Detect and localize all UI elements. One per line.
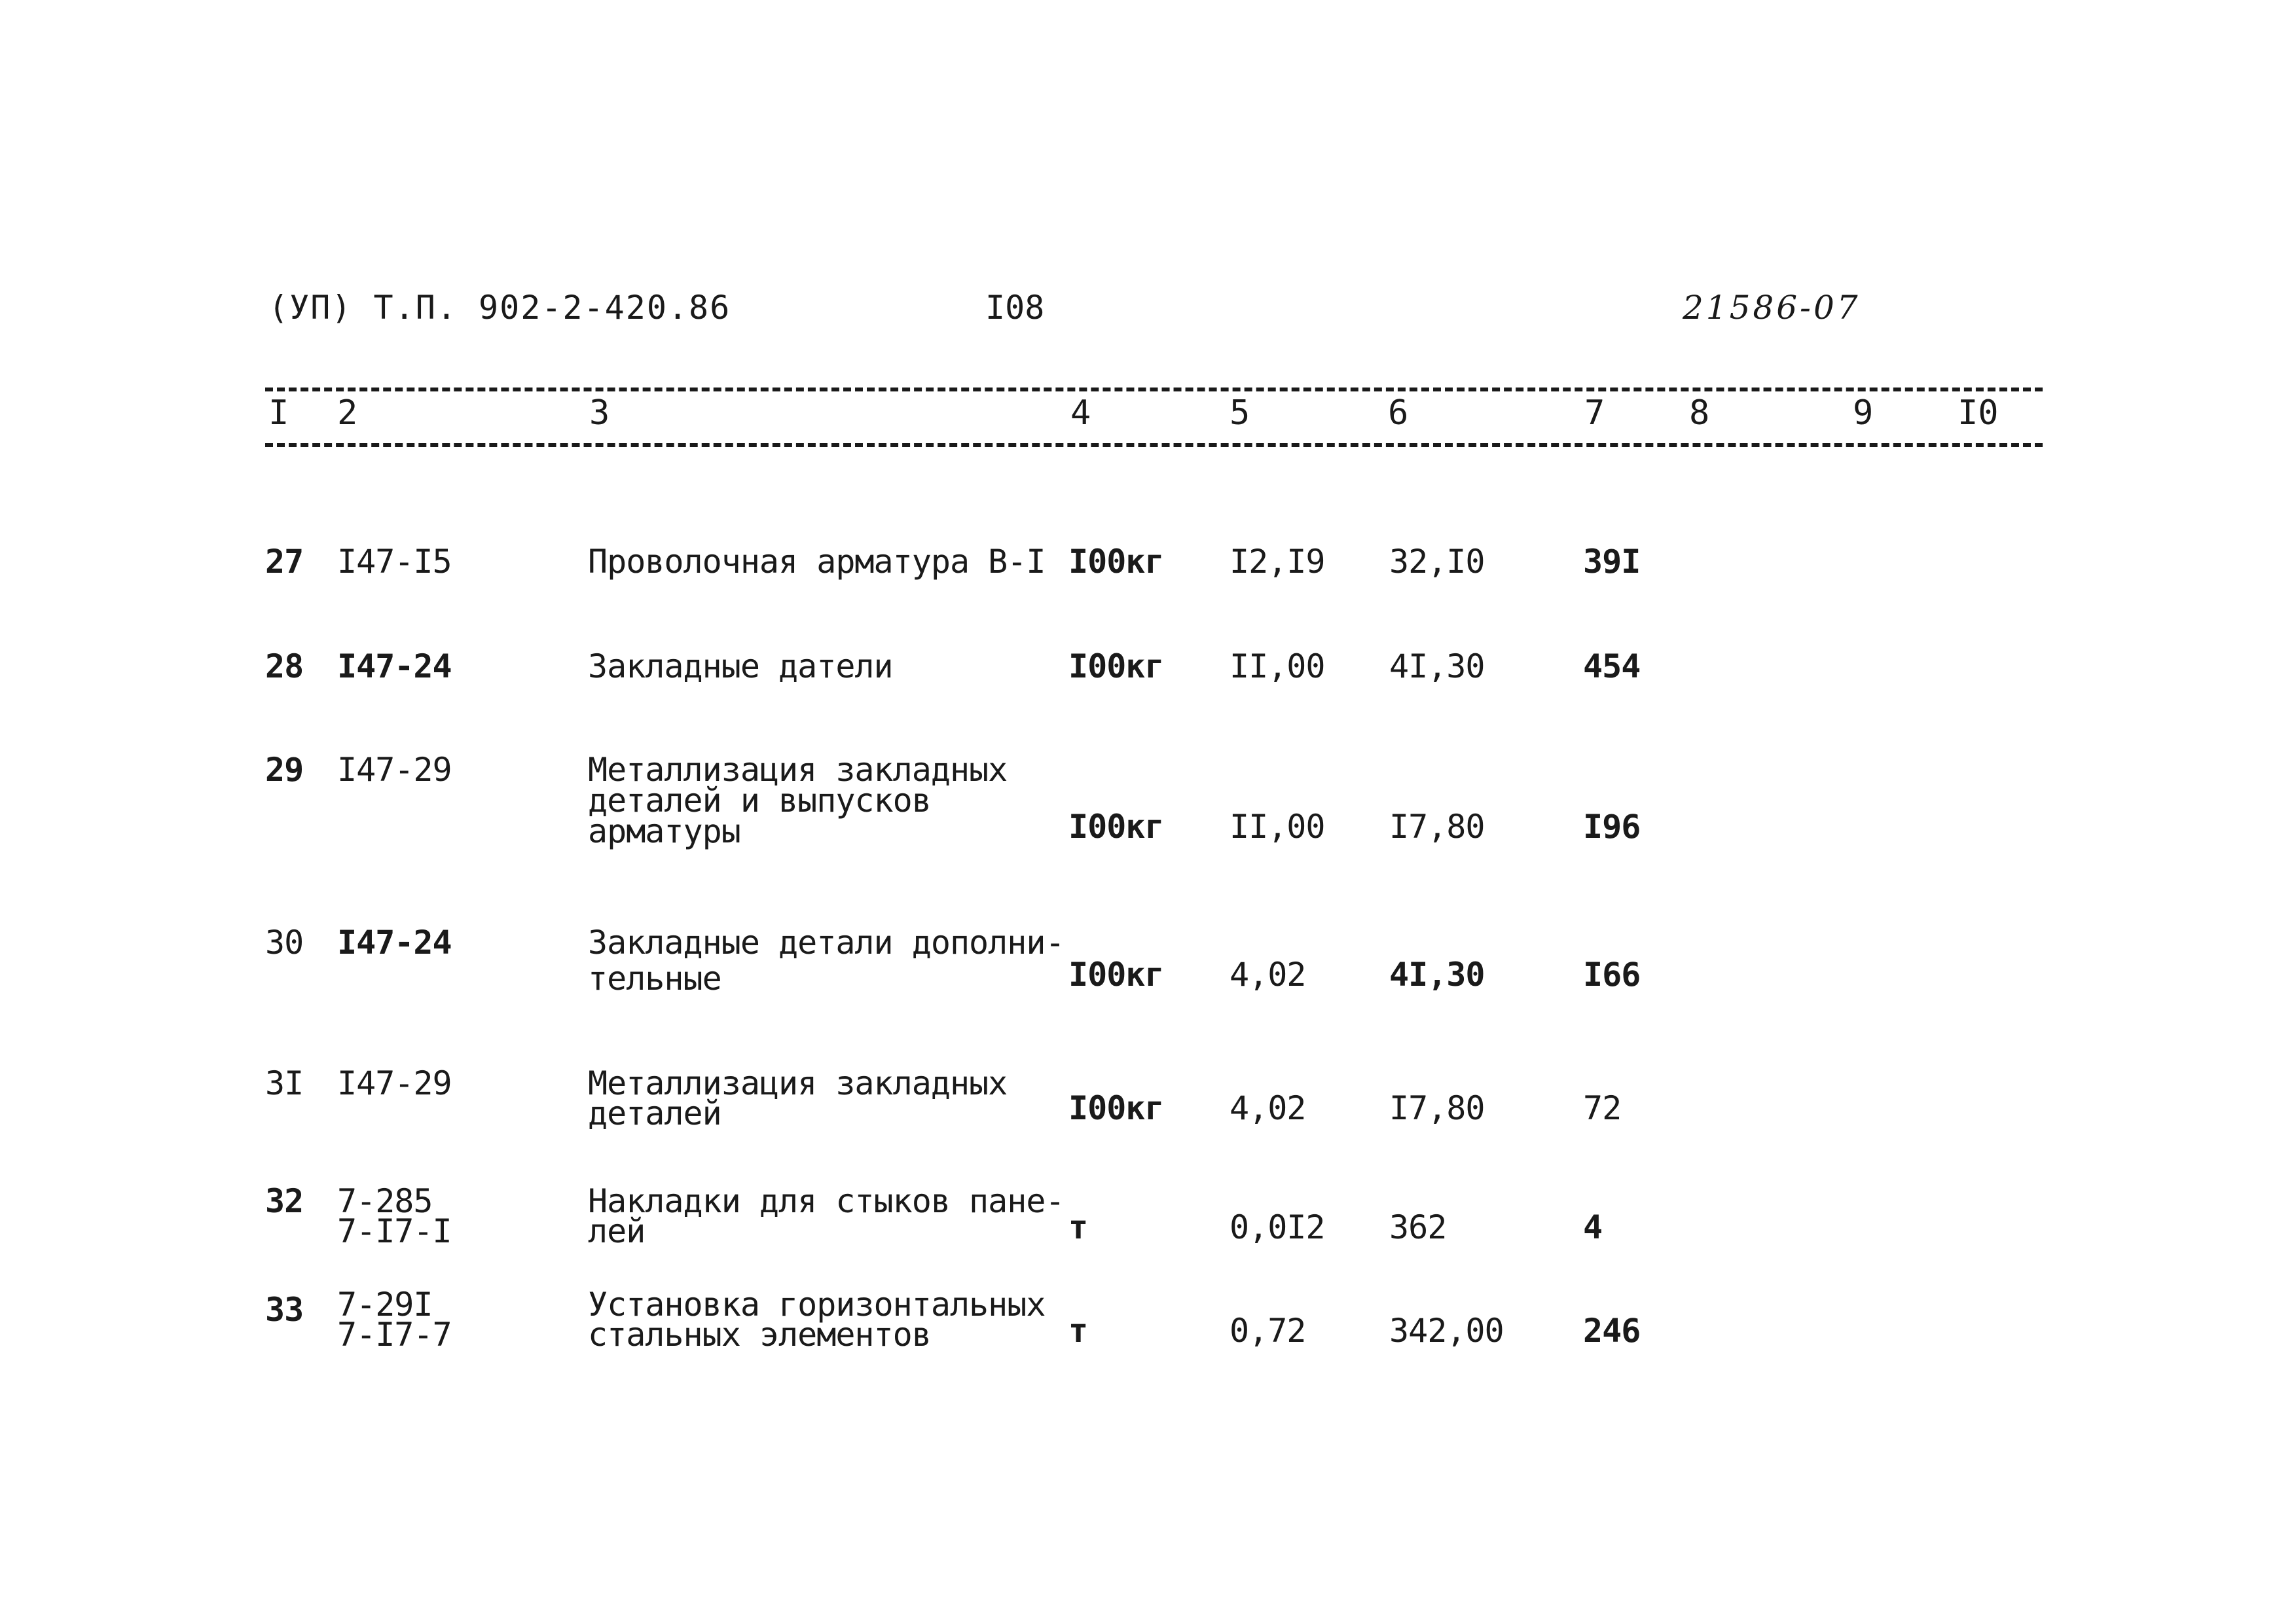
unit-price: 4I,30 [1389, 647, 1485, 685]
item-name: Проволочная арматура В-I [588, 543, 1046, 581]
item-name-line: деталей и выпусков [588, 782, 931, 820]
rate-code: I47-24 [337, 647, 452, 685]
unit-price: I7,80 [1389, 808, 1485, 846]
quantity: 0,72 [1230, 1312, 1306, 1350]
column-number: 3 [589, 393, 610, 433]
column-number: I [268, 393, 289, 433]
total: I96 [1583, 808, 1641, 846]
unit: т [1068, 1208, 1088, 1246]
total: 72 [1583, 1089, 1622, 1127]
unit: I00кг [1068, 956, 1164, 994]
item-name-line: Закладные детали дополни- [588, 924, 1065, 962]
quantity: II,00 [1230, 808, 1325, 846]
total: 454 [1583, 647, 1641, 685]
quantity: 4,02 [1230, 1089, 1306, 1127]
unit: I00кг [1068, 647, 1164, 685]
column-number: 4 [1070, 393, 1091, 433]
item-name-line: стальных элементов [588, 1316, 931, 1354]
row-number: 29 [265, 751, 304, 789]
item-name-line: Накладки для стыков пане- [588, 1182, 1065, 1220]
item-name-line: Установка горизонтальных [588, 1286, 1046, 1324]
row-number: 28 [265, 647, 304, 685]
item-name-line: деталей [588, 1094, 721, 1132]
rate-code: I47-29 [337, 1064, 452, 1102]
row-number: 30 [265, 924, 304, 962]
unit-price: I7,80 [1389, 1089, 1485, 1127]
total: 4 [1583, 1208, 1603, 1246]
rate-code-line: 7-I7-7 [337, 1316, 452, 1354]
quantity: 0,0I2 [1230, 1208, 1325, 1246]
item-name-line: арматуры [588, 812, 740, 850]
item-name-line: Металлизация закладных [588, 751, 1008, 789]
page-number: I08 [985, 289, 1045, 327]
header-rule-bottom [265, 443, 2043, 447]
rate-code: I47-29 [337, 751, 452, 789]
unit: т [1068, 1312, 1088, 1350]
column-number: 5 [1230, 393, 1250, 433]
document-code: 21586-07 [1683, 289, 1861, 327]
item-name-line: лей [588, 1212, 646, 1250]
column-number: I0 [1958, 393, 1999, 433]
quantity: I2,I9 [1230, 543, 1325, 581]
rate-code: I47-24 [337, 924, 452, 962]
unit: I00кг [1068, 1089, 1164, 1127]
unit-price: 362 [1389, 1208, 1447, 1246]
row-number: 32 [265, 1182, 304, 1220]
unit: I00кг [1068, 543, 1164, 581]
unit-price: 4I,30 [1389, 956, 1485, 994]
column-number: 9 [1853, 393, 1874, 433]
rate-code-line: 7-285 [337, 1182, 433, 1220]
column-number: 2 [337, 393, 358, 433]
column-number: 6 [1388, 393, 1409, 433]
row-number: 27 [265, 543, 304, 581]
item-name-line: Металлизация закладных [588, 1064, 1008, 1102]
unit: I00кг [1068, 808, 1164, 846]
rate-code-line: 7-I7-I [337, 1212, 452, 1250]
total: I66 [1583, 956, 1641, 994]
total: 39I [1583, 543, 1641, 581]
unit-price: 342,00 [1389, 1312, 1504, 1350]
item-name-line: тельные [588, 960, 721, 998]
quantity: II,00 [1230, 647, 1325, 685]
total: 246 [1583, 1312, 1641, 1350]
document-reference: (УП) Т.П. 902-2-420.86 [268, 289, 731, 327]
item-name: Закладные датели [588, 647, 893, 685]
row-number: 33 [265, 1291, 304, 1329]
header-rule-top [265, 388, 2043, 391]
column-number: 8 [1689, 393, 1710, 433]
unit-price: 32,I0 [1389, 543, 1485, 581]
quantity: 4,02 [1230, 956, 1306, 994]
rate-code-line: 7-29I [337, 1286, 433, 1324]
rate-code: I47-I5 [337, 543, 452, 581]
row-number: 3I [265, 1064, 304, 1102]
column-number: 7 [1584, 393, 1605, 433]
